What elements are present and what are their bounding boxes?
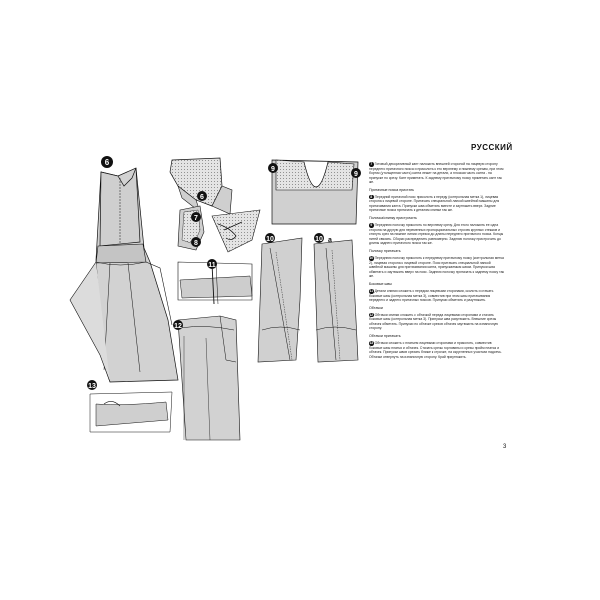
svg-text:13: 13 <box>88 383 96 390</box>
figure-9-badge-b <box>351 168 361 178</box>
step-text: Переднюю полочку приколоть к переднему притачному поясу (контрольная метка 2), лицевая сторона к лицевой стороне. Пояс притачать специальной лапкой швейной машины для притачивания канта, припускаемым швом. Припуски шва обметать и заутюжить вверх на пояс. Заднюю полочку притачать к заднему поясу так же. <box>369 256 505 279</box>
svg-text:6: 6 <box>104 158 110 167</box>
svg-text:12: 12 <box>174 323 182 330</box>
step-text: Готовый декоративный кант наложить внешней стороной на лицевую сторону переднего притачного пояса и приколоть к его верхнему и нижнему срезам, при этом бортик (утолщенная часть) канта лежит на детали, а плоская часть канта - на припуске по срезу. Кант приметать. К заднему притачному поясу приметать кант так же. <box>369 162 504 185</box>
figure-7-badge <box>191 212 201 222</box>
step-text: Передний притачной пояс приколоть к переду (контрольная метка 1), лицевая сторона к лицевой стороне. Притачать специальной лапкой швейной машины для притачивания канта. Припуски шва обметать вместе и заутюжить вверх. Задние притачные пояса притачать к деталям спинки так же. <box>369 194 500 213</box>
figure-13-badge <box>87 380 97 390</box>
figure-10-side-seam <box>258 238 302 362</box>
instructions-column <box>369 162 505 462</box>
section-heading: Полочка/спинку пристрочить <box>369 216 417 221</box>
figure-12-gathered-skirt <box>178 316 240 440</box>
step-text: Обтачки спинки сложить с обтачкой переда лицевыми сторонами и стачать боковые швы (контрольная метка 3). Припуски шва разутюжить. Внешние срезы обтачек обметать. Припуски по обтачке срезов обтачек заутюжить на изнаночную сторону. <box>369 312 499 331</box>
figure-9-badge-a <box>268 163 278 173</box>
instruction-step <box>369 341 505 359</box>
figure-6-badge <box>101 156 113 168</box>
figure-9-neckline <box>272 160 358 224</box>
figure-10a-badge <box>314 233 332 244</box>
figure-11-badge <box>207 259 217 269</box>
page-number: 3 <box>503 444 507 450</box>
figure-6-dress-front <box>70 168 178 382</box>
instruction-step <box>369 162 505 185</box>
section-heading: Притачные пояса пристать <box>369 187 415 192</box>
figure-10a-side-seam <box>314 240 358 362</box>
section-heading: Обтачки <box>369 305 383 310</box>
instruction-step <box>369 256 505 279</box>
step-number-badge: 12 <box>369 312 374 317</box>
section-heading: Боковые швы <box>369 281 392 286</box>
step-number-badge: 8 <box>370 194 373 199</box>
step-text: Переднюю полочку приколоть по верхнему срезу. Для этого наложить ее одна сторона на другую для переменных пропорциональных строчек крупных стежков и стянуть срез на нижние линии отрезки до длины переднего притачного пояса. Концы нитей связать. Сборки распределить равномерно. Заднюю полочку пристрочить до длины заднего притачного пояса так же. <box>369 223 504 246</box>
figure-8-stitching <box>212 210 260 252</box>
step-number-badge: 9 <box>370 223 373 228</box>
svg-text:6: 6 <box>200 194 204 201</box>
step-number-badge: 11 <box>369 289 374 293</box>
figure-6-yoke-detail <box>170 158 232 214</box>
step-text: Обтачки сложить с платьем лицевыми сторонами и приколоть, совместив боковые швы платья и обтачек. Стачать срезы горловины и срезы пройм платья и обтачек. Припуски швов срезать ближе к строчке, на скругленных участках надсечь. Обтачки отвернуть на изнаночную сторону. Край приутюжить. <box>369 341 502 359</box>
step-number-badge: 7 <box>370 162 373 166</box>
figure-12-badge <box>173 320 183 330</box>
section-heading: Полочку притачать <box>369 249 401 254</box>
svg-text:a: a <box>328 237 332 244</box>
svg-text:9: 9 <box>354 171 358 178</box>
svg-text:10: 10 <box>315 236 323 243</box>
figure-13-hem <box>90 392 172 432</box>
step-number-badge: 13 <box>369 341 374 346</box>
svg-text:8: 8 <box>194 240 198 247</box>
figure-8-badge <box>191 237 201 247</box>
instruction-step <box>369 313 505 331</box>
language-heading: РУССКИЙ <box>471 143 513 152</box>
instruction-step <box>369 195 505 213</box>
instruction-step <box>369 223 505 246</box>
svg-text:11: 11 <box>208 262 216 269</box>
figure-6b-badge <box>197 191 207 201</box>
svg-text:10: 10 <box>266 236 274 243</box>
svg-text:9: 9 <box>271 166 275 173</box>
step-text: Детали спинки сложить с передом лицевыми сторонами, сколоть и стачать боковые швы (контрольная метка 3), совместив при этом швы притачивания переднего и заднего притачных поясов. Припуски обметать и разутюжить. <box>369 289 494 303</box>
step-number-badge: 10 <box>369 256 374 261</box>
instruction-step <box>369 289 505 303</box>
section-heading: Обтачки притачать <box>369 334 401 339</box>
figure-10-badge <box>265 233 275 243</box>
svg-text:7: 7 <box>194 215 198 222</box>
